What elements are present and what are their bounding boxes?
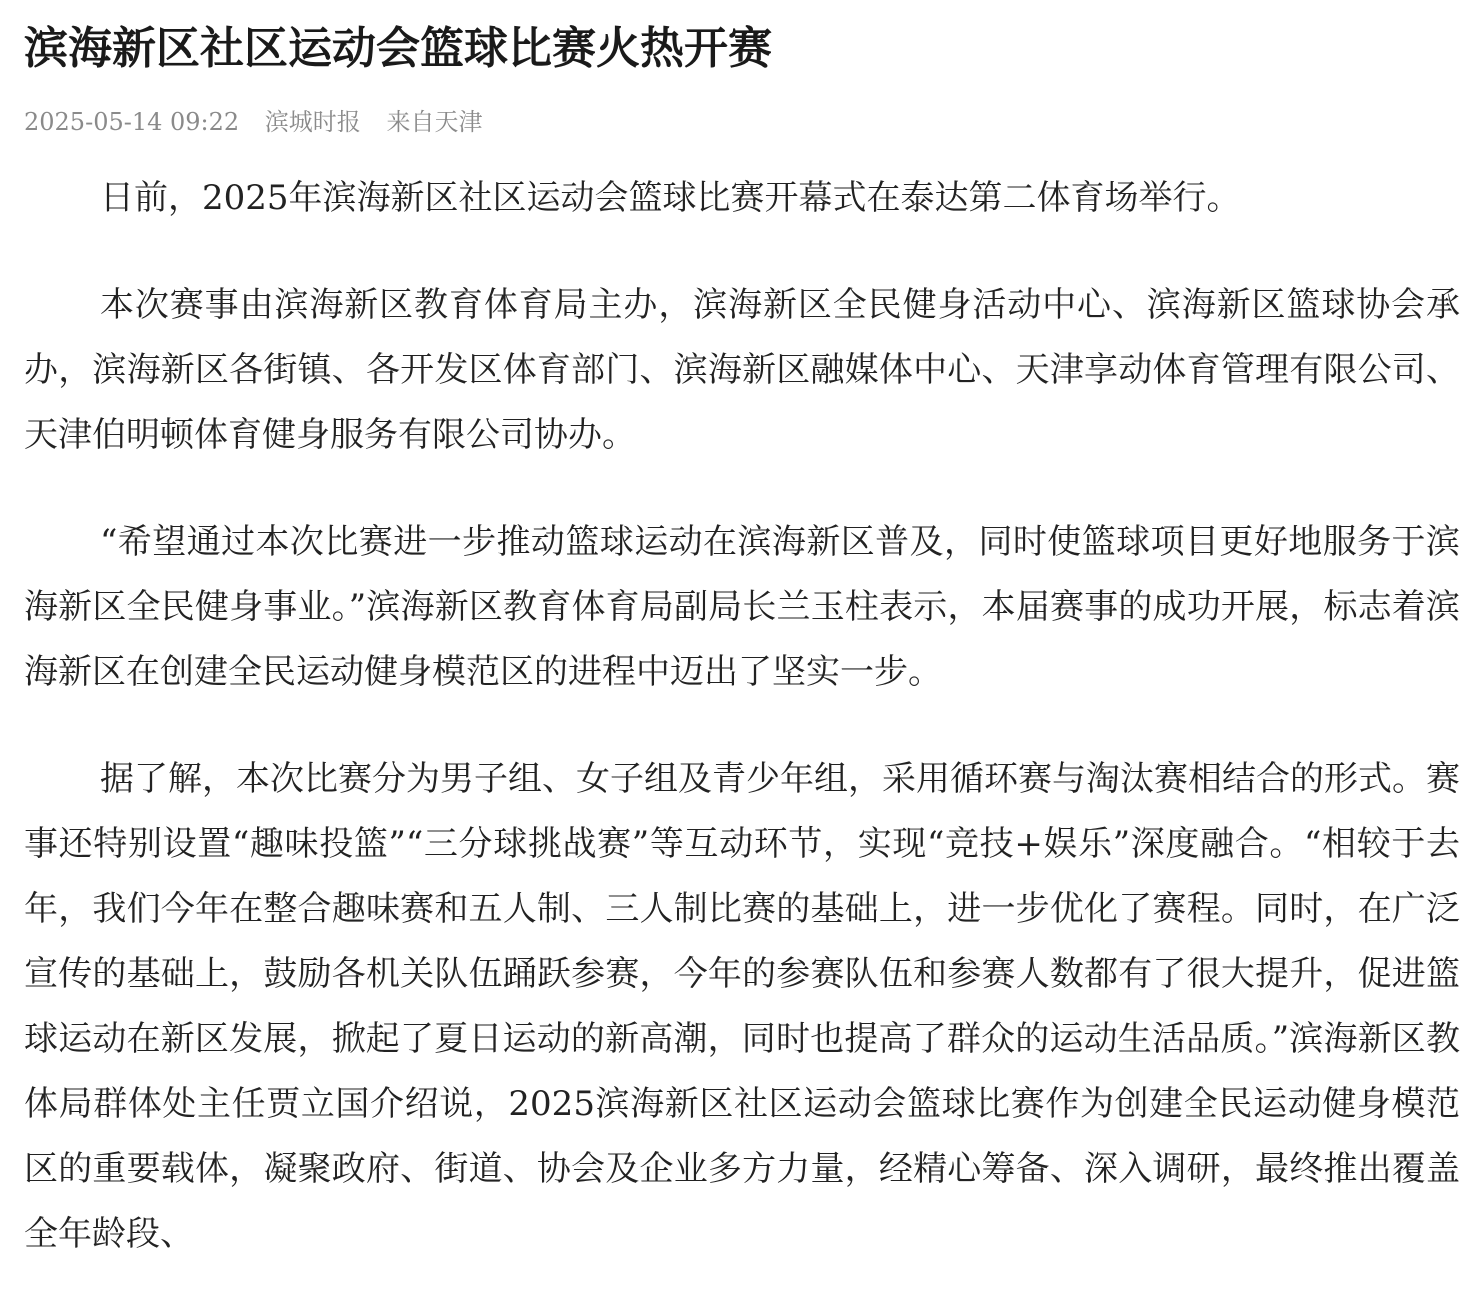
publish-datetime: 2025-05-14 09:22 <box>24 108 240 136</box>
article-body <box>24 166 1460 1267</box>
paragraph: 本次赛事由滨海新区教育体育局主办，滨海新区全民健身活动中心、滨海新区篮球协会承办，滨海新区各街镇、各开发区体育部门、滨海新区融媒体中心、天津享动体育管理有限公司、天津伯明顿体育健身服务有限公司协办。 <box>24 285 1460 455</box>
paragraph: 据了解，本次比赛分为男子组、女子组及青少年组，采用循环赛与淘汰赛相结合的形式。赛事还特别设置“趣味投篮”“三分球挑战赛”等互动环节，实现“竞技+娱乐”深度融合。“相较于去年，我们今年在整合趣味赛和五人制、三人制比赛的基础上，进一步优化了赛程。同时，在广泛宣传的基础上，鼓励各机关队伍踊跃参赛，今年的参赛队伍和参赛人数都有了很大提升，促进篮球运动在新区发展，掀起了夏日运动的新高潮，同时也提高了群众的运动生活品质。”滨海新区教体局群体处主任贾立国介绍说，2025滨海新区社区运动会篮球比赛作为创建全民运动健身模范区的重要载体，凝聚政府、街道、协会及企业多方力量，经精心筹备、深入调研，最终推出覆盖全年龄段、 <box>24 759 1460 1254</box>
paragraph: “希望通过本次比赛进一步推动篮球运动在滨海新区普及，同时使篮球项目更好地服务于滨海新区全民健身事业。”滨海新区教育体育局副局长兰玉柱表示，本届赛事的成功开展，标志着滨海新区在创建全民运动健身模范区的进程中迈出了坚实一步。 <box>24 522 1460 692</box>
article-title: 滨海新区社区运动会篮球比赛火热开赛 <box>24 23 772 74</box>
article <box>24 0 1460 1309</box>
article-meta <box>24 106 1460 138</box>
source-name[interactable]: 滨城时报 <box>264 108 361 136</box>
source-location: 来自天津 <box>386 108 483 136</box>
paragraph: 日前，2025年滨海新区社区运动会篮球比赛开幕式在泰达第二体育场举行。 <box>100 178 1241 218</box>
